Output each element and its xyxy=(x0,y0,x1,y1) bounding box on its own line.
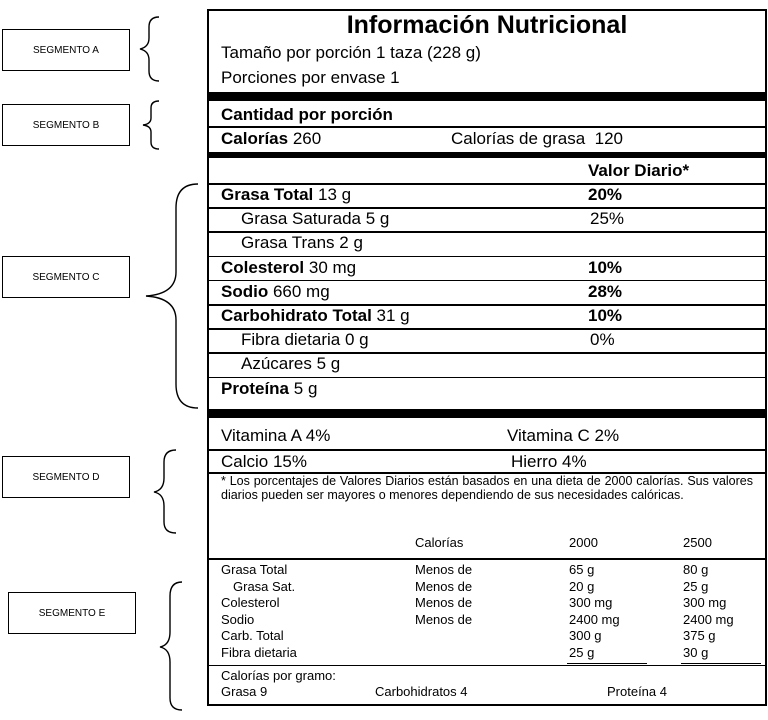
iron: Hierro 4% xyxy=(511,452,587,471)
per-gram-fat: Grasa 9 xyxy=(221,684,268,699)
nutrient-row xyxy=(221,306,410,326)
nutrient-row xyxy=(221,185,351,205)
ref-header-calories: Calorías xyxy=(415,535,464,550)
ref-value-2500: 2400 mg xyxy=(683,611,734,627)
fat-calories-row xyxy=(451,129,623,149)
ref-qualifier: Menos de xyxy=(415,562,473,577)
nutrient-daily-value: 28% xyxy=(588,281,623,301)
nutrient-daily-value: 10% xyxy=(588,257,623,277)
ref-value-2500: 300 mg xyxy=(683,595,727,611)
ref-value-2000: 300 mg xyxy=(569,595,613,611)
divider-calories xyxy=(209,126,765,128)
nutrient-amount: 0 g xyxy=(344,330,369,350)
nutrient-row xyxy=(241,330,369,350)
nutrient-amount: 2 g xyxy=(339,233,363,253)
thick-divider-1 xyxy=(209,92,765,101)
per-gram-title: Calorías por gramo: xyxy=(221,668,336,683)
nutrient-row xyxy=(221,282,330,302)
nutrient-amount: 660 mg xyxy=(272,281,330,301)
nutrient-daily-value: 20% xyxy=(588,185,623,204)
nutrient-name: Carbohidrato Total xyxy=(221,306,372,325)
ref-qualifier: Menos de xyxy=(415,578,473,594)
label-title: Información Nutricional xyxy=(346,11,628,39)
segment-d-box: SEGMENTO D xyxy=(2,456,130,498)
nutrient-name: Colesterol xyxy=(221,257,305,277)
divider-per-gram xyxy=(209,665,765,666)
calories-value: 260 xyxy=(292,129,322,148)
per-gram-protein: Proteína 4 xyxy=(607,684,667,699)
ref-value-2500: 80 g xyxy=(683,562,709,577)
divider-vitamins xyxy=(209,449,765,451)
bracket-segment-b xyxy=(143,101,159,149)
nutrient-daily-value: 10% xyxy=(588,306,623,325)
bracket-segment-d xyxy=(154,450,176,533)
nutrient-daily-value: 0% xyxy=(590,330,615,350)
nutrition-facts-label xyxy=(207,9,767,706)
nutrient-daily-value: 25% xyxy=(590,209,625,229)
underline-ref-2500 xyxy=(681,663,761,664)
ref-nutrient-name: Carb. Total xyxy=(221,628,284,644)
footnote: * Los porcentajes de Valores Diarios están basados en una dieta de 2000 calorías. Sus valores diarios pueden ser mayores o menores dependiendo de sus necesidades calóricas. xyxy=(221,474,753,502)
nutrient-amount: 30 mg xyxy=(308,257,357,277)
fat-calories-value: 120 xyxy=(594,129,624,148)
ref-nutrient-name: Grasa Total xyxy=(221,562,288,577)
segment-b-box: SEGMENTO B xyxy=(2,104,130,146)
ref-value-2000: 2400 mg xyxy=(569,611,620,627)
calories-row xyxy=(221,129,321,149)
serving-size: Tamaño por porción 1 taza (228 g) xyxy=(221,43,481,62)
divider-ref-table xyxy=(209,558,765,560)
bracket-segment-c xyxy=(146,184,198,408)
nutrient-row xyxy=(241,209,389,229)
nutrient-name: Azúcares xyxy=(241,354,312,374)
nutrient-row xyxy=(221,379,317,399)
bracket-segment-a xyxy=(140,17,159,81)
ref-value-2000: 300 g xyxy=(569,628,602,644)
segment-a-box: SEGMENTO A xyxy=(2,29,130,71)
ref-value-2000: 20 g xyxy=(569,578,595,594)
ref-nutrient-name: Grasa Sat. xyxy=(233,578,296,594)
segment-e-box: SEGMENTO E xyxy=(8,592,136,634)
nutrient-name: Sodio xyxy=(221,281,269,301)
thick-divider-3 xyxy=(209,409,765,418)
per-gram-carbs: Carbohidratos 4 xyxy=(375,684,468,699)
calcium: Calcio 15% xyxy=(221,452,307,471)
vitamin-c: Vitamina C 2% xyxy=(507,426,620,445)
nutrient-row xyxy=(241,354,340,374)
ref-nutrient-name: Colesterol xyxy=(221,595,280,611)
nutrient-amount: 5 g xyxy=(365,209,390,229)
ref-value-2000: 65 g xyxy=(569,562,595,577)
ref-value-2500: 30 g xyxy=(683,645,709,660)
nutrient-name: Grasa Total xyxy=(221,185,314,204)
amount-per-serving: Cantidad por porción xyxy=(221,105,393,124)
vitamin-a: Vitamina A 4% xyxy=(221,426,331,445)
nutrient-row xyxy=(241,233,363,253)
bracket-segment-e xyxy=(160,582,182,710)
ref-nutrient-name: Sodio xyxy=(221,611,255,627)
nutrient-name: Proteína xyxy=(221,378,290,398)
ref-header-2000: 2000 xyxy=(569,535,598,550)
nutrient-name: Grasa Saturada xyxy=(241,209,362,229)
nutrient-name: Grasa Trans xyxy=(241,233,335,253)
daily-value-header: Valor Diario* xyxy=(588,161,690,180)
thick-divider-2 xyxy=(209,152,765,158)
calories-label: Calorías xyxy=(221,129,289,148)
segment-c-box: SEGMENTO C xyxy=(2,256,130,298)
nutrient-row xyxy=(221,258,356,278)
nutrient-amount: 5 g xyxy=(316,354,341,374)
ref-value-2500: 25 g xyxy=(683,578,709,594)
fat-calories-label: Calorías de grasa xyxy=(451,129,586,148)
underline-ref-2000 xyxy=(567,663,647,664)
ref-nutrient-name: Fibra dietaria xyxy=(221,645,297,660)
nutrient-name: Fibra dietaria xyxy=(241,330,341,350)
ref-qualifier: Menos de xyxy=(415,611,473,627)
ref-value-2500: 375 g xyxy=(683,628,716,644)
nutrient-amount: 5 g xyxy=(293,378,318,398)
nutrient-amount: 31 g xyxy=(376,306,410,325)
ref-qualifier: Menos de xyxy=(415,595,473,611)
ref-value-2000: 25 g xyxy=(569,645,595,660)
servings-per-container: Porciones por envase 1 xyxy=(221,68,400,87)
ref-header-2500: 2500 xyxy=(683,535,712,550)
nutrient-amount: 13 g xyxy=(318,185,352,204)
